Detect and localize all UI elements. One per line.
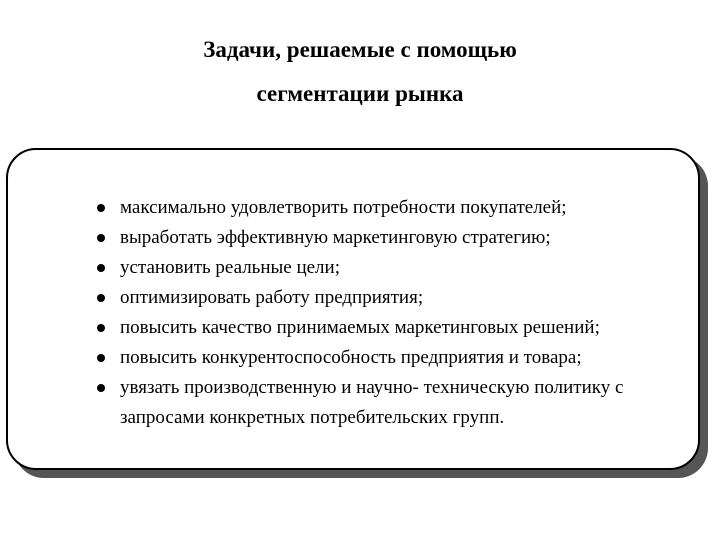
list-item — [92, 283, 692, 313]
slide-title — [0, 28, 720, 116]
list-item-text: увязать производственную и научно- техническую политику с запросами конкретных потребительских групп. — [120, 377, 624, 428]
list-item-text: установить реальные цели; — [120, 257, 340, 278]
slide-title-line-1: Задачи, решаемые с помощью — [203, 37, 517, 62]
list-item-text: максимально удовлетворить потребности покупателей; — [120, 197, 567, 218]
list-item — [92, 223, 692, 253]
bullet-icon — [97, 324, 105, 332]
list-item-text: повысить качество принимаемых маркетинговых решений; — [120, 317, 600, 338]
list-item — [92, 313, 692, 343]
task-list — [92, 193, 692, 433]
list-item — [92, 343, 692, 373]
bullet-icon — [97, 204, 105, 212]
bullet-icon — [97, 234, 105, 242]
slide-title-line-2: сегментации рынка — [256, 81, 464, 106]
bullet-icon — [97, 294, 105, 302]
list-item-text: выработать эффективную маркетинговую стратегию; — [120, 227, 551, 248]
list-item — [92, 373, 692, 433]
list-item — [92, 253, 692, 283]
bullet-icon — [97, 384, 105, 392]
list-item-text: оптимизировать работу предприятия; — [120, 287, 424, 308]
bullet-icon — [97, 354, 105, 362]
list-item — [92, 193, 692, 223]
list-item-text: повысить конкурентоспособность предприятия и товара; — [120, 347, 582, 368]
bullet-icon — [97, 264, 105, 272]
